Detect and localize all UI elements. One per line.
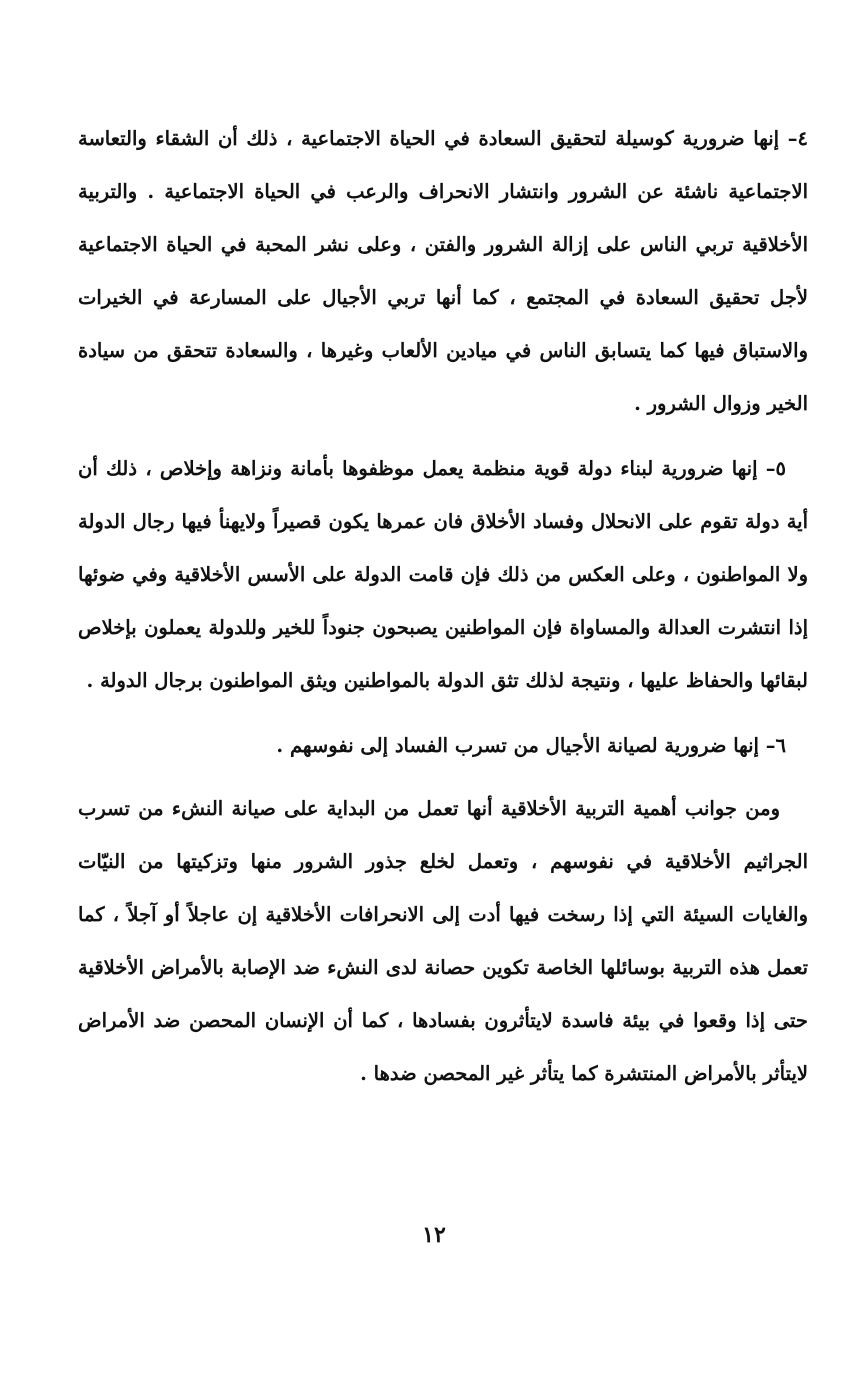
paragraph-point-5: ٥– إنها ضرورية لبناء دولة قوية منظمة يعمل موظفوها بأمانة ونزاهة وإخلاص ، ذلك أن أية دولة تقوم على الانحلال وفساد الأخلاق فان عمرها يكون قصيراً ولايهنأ فيها رجال الدولة ولا المواطنون ، وعلى العكس من ذلك فإن قامت الدولة على الأسس الأخلاقية وفي ضوئها إذا انتشرت العدالة والمساواة فإن المواطنين يصبحون جنوداً للخير وللدولة يعملون بإخلاص لبقائها والحفاظ عليها ، ونتيجة لذلك تثق الدولة بالمواطنين ويثق المواطنون برجال الدولة .: [78, 457, 808, 692]
paragraph-point-4: ٤– إنها ضرورية كوسيلة لتحقيق السعادة في الحياة الاجتماعية ، ذلك أن الشقاء والتعاسة الاجتماعية ناشئة عن الشرور وانتشار الانحراف والرعب في الحياة الاجتماعية . والتربية الأخلاقية تربي الناس على إزالة الشرور والفتن ، وعلى نشر المحبة في الحياة الاجتماعية لأجل تحقيق السعادة في المجتمع ، كما أنها تربي الأجيال على المسارعة في الخيرات والاستباق فيها كما يتسابق الناس في ميادين الألعاب وغيرها ، والسعادة تتحقق من سيادة الخير وزوال الشرور .: [78, 127, 808, 415]
page-number: ١٢: [422, 1222, 446, 1248]
body-text: [78, 112, 808, 1100]
paragraph-point-6: ٦– إنها ضرورية لصيانة الأجيال من تسرب الفساد إلى نفوسهم .: [276, 734, 786, 757]
paragraph-moral-education: ومن جوانب أهمية التربية الأخلاقية أنها تعمل من البداية على صيانة النشء من تسرب الجراثيم الأخلاقية في نفوسهم ، وتعمل لخلع جذور الشرور منها وتزكيتها من النيّات والغايات السيئة التي إذا رسخت فيها أدت إلى الانحرافات الأخلاقية إن عاجلاً أو آجلاً ، كما تعمل هذه التربية بوسائلها الخاصة تكوين حصانة لدى النشء ضد الإصابة بالأمراض الأخلاقية حتى إذا وقعوا في بيئة فاسدة لايتأثرون بفسادها ، كما أن الإنسان المحصن ضد الأمراض لايتأثر بالأمراض المنتشرة كما يتأثر غير المحصن ضدها .: [78, 797, 808, 1085]
